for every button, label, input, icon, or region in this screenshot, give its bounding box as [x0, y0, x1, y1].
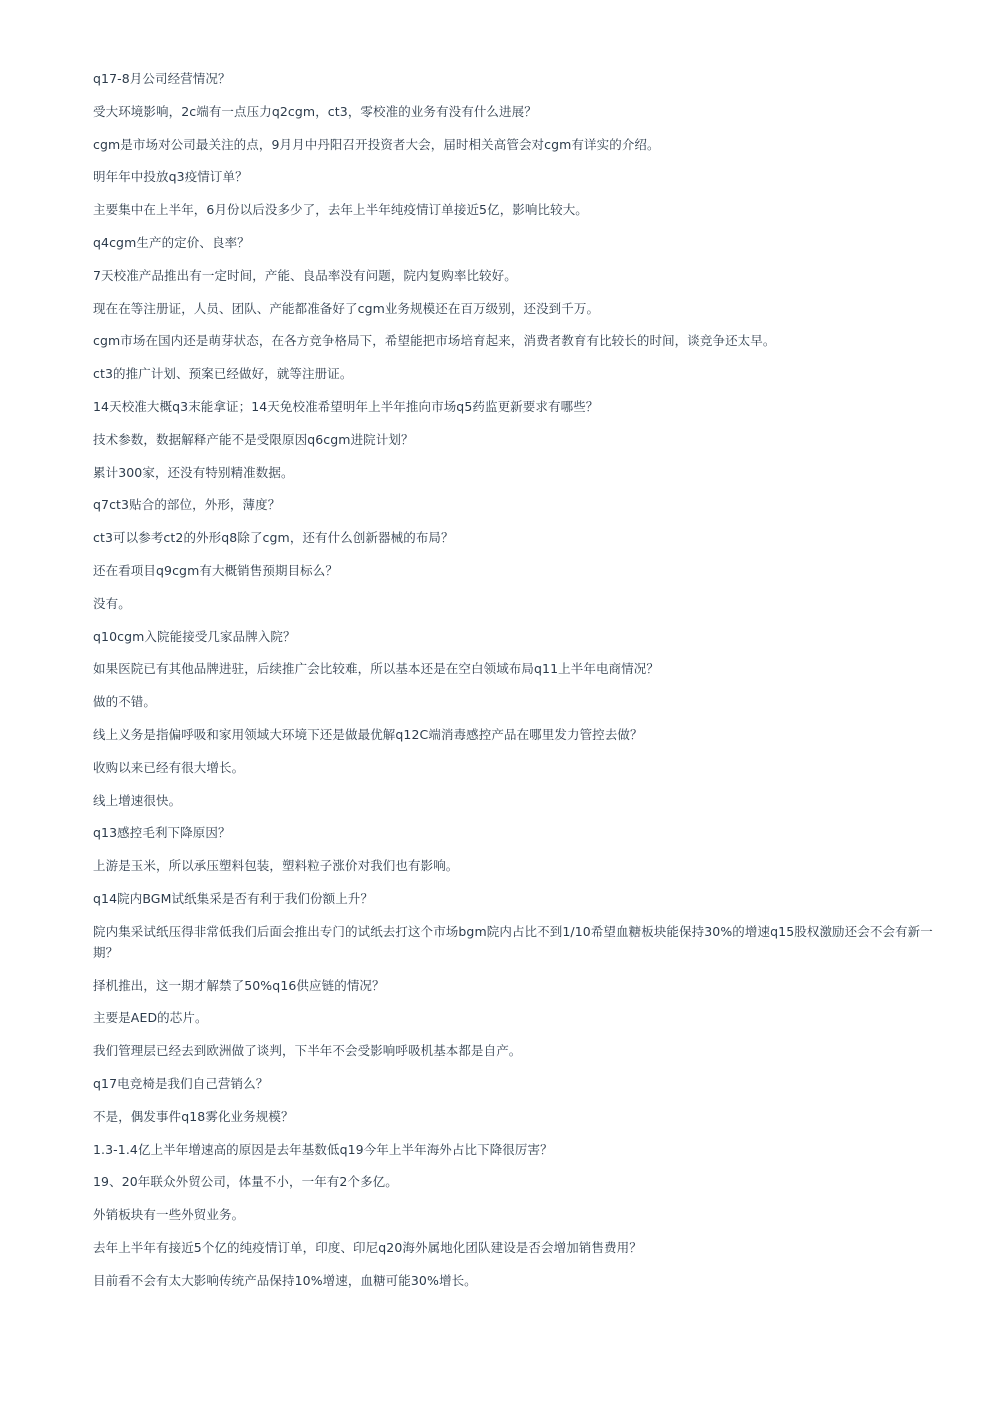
- paragraph: 主要是AED的芯片。: [93, 1010, 208, 1026]
- document-body: [93, 68, 945, 1302]
- paragraph: 现在在等注册证，人员、团队、产能都准备好了cgm业务规模还在百万级别，还没到千万。: [93, 300, 600, 316]
- paragraph: q13感控毛利下降原因？: [93, 825, 231, 841]
- paragraph: 外销板块有一些外贸业务。: [93, 1207, 245, 1223]
- paragraph: 线上增速很快。: [93, 792, 182, 808]
- paragraph: 受大环境影响，2c端有一点压力q2cgm，ct3，零校准的业务有没有什么进展？: [93, 103, 537, 119]
- paragraph: cgm是市场对公司最关注的点，9月月中丹阳召开投资者大会，届时相关高管会对cgm有详实的介绍。: [93, 136, 660, 152]
- paragraph: 如果医院已有其他品牌进驻，后续推广会比较难，所以基本还是在空白领域布局q11上半年电商情况？: [93, 661, 659, 677]
- paragraph: 主要集中在上半年，6月份以后没多少了，去年上半年纯疫情订单接近5亿，影响比较大。: [93, 202, 588, 218]
- paragraph: q7ct3贴合的部位，外形，薄度？: [93, 497, 281, 513]
- paragraph: 14天校准大概q3末能拿证；14天免校准希望明年上半年推向市场q5药监更新要求有哪些？: [93, 398, 599, 414]
- paragraph: 上游是玉米，所以承压塑料包装，塑料粒子涨价对我们也有影响。: [93, 858, 459, 874]
- paragraph: 收购以来已经有很大增长。: [93, 759, 245, 775]
- paragraph: 线上义务是指偏呼吸和家用领域大环境下还是做最优解q12C端消毒感控产品在哪里发力管控去做？: [93, 726, 643, 742]
- paragraph: q4cgm生产的定价、良率？: [93, 234, 250, 250]
- paragraph: 去年上半年有接近5个亿的纯疫情订单，印度、印尼q20海外属地化团队建设是否会增加销售费用？: [93, 1239, 642, 1255]
- paragraph: 7天校准产品推出有一定时间，产能、良品率没有问题，院内复购率比较好。: [93, 267, 517, 283]
- paragraph: 明年年中投放q3疫情订单？: [93, 169, 248, 185]
- paragraph: q10cgm入院能接受几家品牌入院？: [93, 628, 296, 644]
- paragraph: q14院内BGM试纸集采是否有利于我们份额上升？: [93, 890, 374, 906]
- paragraph: cgm市场在国内还是萌芽状态，在各方竞争格局下，希望能把市场培育起来，消费者教育有比较长的时间，谈竞争还太早。: [93, 333, 776, 349]
- paragraph: 技术参数，数据解释产能不是受限原因q6cgm进院计划？: [93, 431, 414, 447]
- paragraph: 做的不错。: [93, 694, 157, 710]
- paragraph: ct3可以参考ct2的外形q8除了cgm，还有什么创新器械的布局？: [93, 530, 454, 546]
- paragraph: 没有。: [93, 595, 131, 611]
- paragraph: q17电竞椅是我们自己营销么？: [93, 1075, 269, 1091]
- paragraph: 目前看不会有太大影响传统产品保持10%增速，血糖可能30%增长。: [93, 1272, 477, 1288]
- paragraph: 19、20年联众外贸公司，体量不小，一年有2个多亿。: [93, 1174, 398, 1190]
- paragraph: 还在看项目q9cgm有大概销售预期目标么？: [93, 562, 338, 578]
- paragraph: 我们管理层已经去到欧洲做了谈判，下半年不会受影响呼吸机基本都是自产。: [93, 1043, 522, 1059]
- paragraph: q17-8月公司经营情况？: [93, 71, 231, 86]
- paragraph: 择机推出，这一期才解禁了50%q16供应链的情况？: [93, 977, 385, 993]
- paragraph: ct3的推广计划、预案已经做好，就等注册证。: [93, 366, 353, 382]
- paragraph: 1.3-1.4亿上半年增速高的原因是去年基数低q19今年上半年海外占比下降很厉害？: [93, 1141, 553, 1157]
- paragraph: 累计300家，还没有特别精准数据。: [93, 464, 294, 480]
- paragraph: 不是，偶发事件q18雾化业务规模？: [93, 1108, 294, 1124]
- paragraph: 院内集采试纸压得非常低我们后面会推出专门的试纸去打这个市场bgm院内占比不到1/10希望血糖板块能保持30%的增速q15股权激励还会不会有新一期？: [93, 923, 933, 960]
